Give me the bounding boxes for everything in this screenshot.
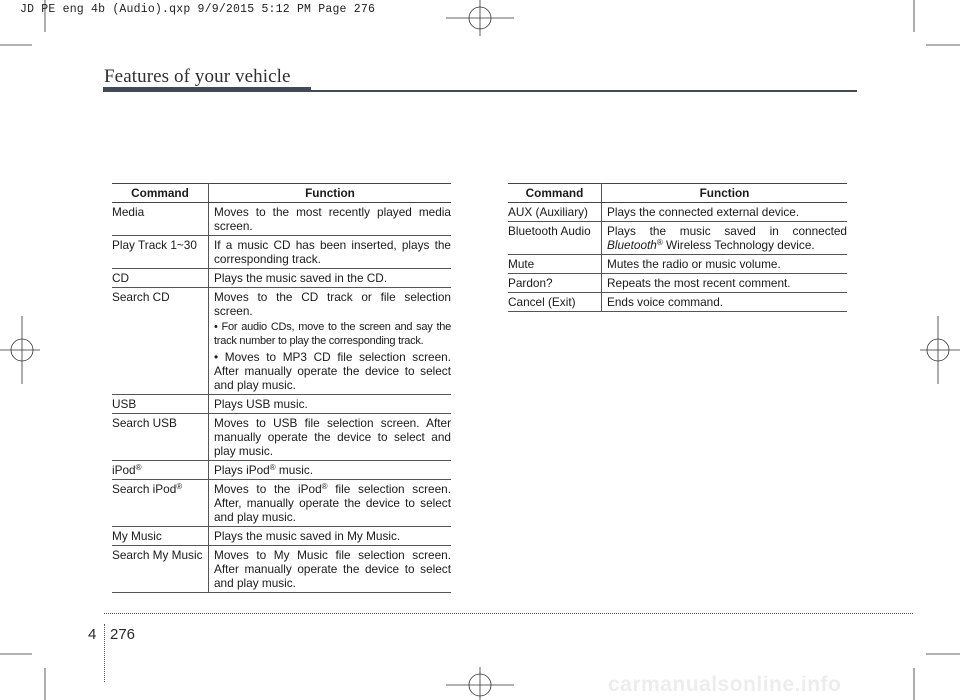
column-header-command: Command <box>112 184 209 203</box>
function-text: Moves to the iPod <box>214 482 322 496</box>
column-header-function: Function <box>209 184 452 203</box>
command-cell: Search My Music <box>112 546 209 593</box>
command-cell <box>112 480 209 527</box>
command-cell: Bluetooth Audio <box>508 222 602 255</box>
function-cell: Mutes the radio or music volume. <box>602 255 848 274</box>
command-cell: Media <box>112 203 209 236</box>
title-accent-bar <box>103 87 311 92</box>
table-row <box>508 203 847 222</box>
function-text: Plays the music saved in connected <box>607 224 847 238</box>
voice-command-table-right <box>508 183 847 312</box>
section-title: Features of your vehicle <box>104 66 291 87</box>
function-cell <box>209 480 452 527</box>
function-cell: Plays USB music. <box>209 395 452 414</box>
watermark: carmanualsonline.info <box>608 673 842 696</box>
function-cell <box>209 288 452 395</box>
table-row <box>112 527 451 546</box>
function-cell <box>209 461 452 480</box>
bullet-icon: • <box>214 321 222 333</box>
table-row <box>112 395 451 414</box>
function-cell: Repeats the most recent comment. <box>602 274 848 293</box>
function-text: Plays iPod <box>214 463 270 477</box>
command-cell: Pardon? <box>508 274 602 293</box>
function-cell: If a music CD has been inserted, plays the corresponding track. <box>209 236 452 269</box>
command-cell: USB <box>112 395 209 414</box>
footer-dotted-separator <box>104 624 105 682</box>
table-row <box>508 293 847 312</box>
command-cell: Search CD <box>112 288 209 395</box>
table-row <box>112 269 451 288</box>
voice-command-table-left <box>112 183 451 593</box>
table-row <box>112 461 451 480</box>
registered-mark: ® <box>321 482 328 491</box>
bullet-text: For audio CDs, move to the screen and say the track number to play the corresponding track. <box>214 321 451 347</box>
command-cell: AUX (Auxiliary) <box>508 203 602 222</box>
function-text: Moves to the CD track or file selection screen. <box>214 290 451 318</box>
function-cell: Moves to the most recently played media screen. <box>209 203 452 236</box>
title-rule <box>311 90 857 92</box>
bullet-text: Moves to MP3 CD file selection screen. After manually operate the device to select and play music. <box>214 350 451 392</box>
function-text: music. <box>275 463 314 477</box>
bullet-item <box>214 320 451 348</box>
command-text: Search iPod <box>112 482 177 496</box>
command-text: iPod <box>112 463 136 477</box>
function-text-italic: Bluetooth <box>607 238 657 252</box>
table-row <box>112 236 451 269</box>
column-header-command: Command <box>508 184 602 203</box>
function-cell: Plays the music saved in the CD. <box>209 269 452 288</box>
command-cell <box>112 461 209 480</box>
table-row <box>112 546 451 593</box>
footer-dotted-rule <box>104 613 913 614</box>
bullet-icon: • <box>214 350 225 364</box>
table-row <box>112 414 451 461</box>
registered-mark: ® <box>656 238 663 247</box>
function-text: Wireless Technology device. <box>662 238 815 252</box>
command-cell: Play Track 1~30 <box>112 236 209 269</box>
registration-mark-left <box>0 316 40 384</box>
command-cell: Cancel (Exit) <box>508 293 602 312</box>
function-cell: Plays the connected external device. <box>602 203 848 222</box>
table-header-row <box>508 184 847 203</box>
registered-mark: ® <box>269 463 276 472</box>
print-slug-header: JD PE eng 4b (Audio).qxp 9/9/2015 5:12 PM Page 276 <box>20 3 376 16</box>
registration-mark-right <box>920 316 960 384</box>
table-row <box>508 222 847 255</box>
command-cell: Mute <box>508 255 602 274</box>
table-row <box>508 255 847 274</box>
command-cell: CD <box>112 269 209 288</box>
table-row <box>112 288 451 395</box>
function-cell: Moves to My Music file selection screen. After manually operate the device to select and play music. <box>209 546 452 593</box>
page-number: 276 <box>110 626 136 643</box>
column-header-function: Function <box>602 184 848 203</box>
function-cell <box>602 222 848 255</box>
table-row <box>112 480 451 527</box>
table-header-row <box>112 184 451 203</box>
command-cell: My Music <box>112 527 209 546</box>
command-cell: Search USB <box>112 414 209 461</box>
function-cell: Plays the music saved in My Music. <box>209 527 452 546</box>
chapter-number: 4 <box>88 626 97 643</box>
function-text: file selection screen. After, manually operate the device to select and play music. <box>214 482 451 524</box>
registered-mark: ® <box>135 463 142 472</box>
registration-mark-top <box>446 0 514 36</box>
bullet-item <box>214 350 451 392</box>
registered-mark: ® <box>176 482 183 491</box>
table-row <box>508 274 847 293</box>
function-cell: Moves to USB file selection screen. After manually operate the device to select and play music. <box>209 414 452 461</box>
registration-mark-bottom <box>446 667 514 700</box>
table-row <box>112 203 451 236</box>
function-cell: Ends voice command. <box>602 293 848 312</box>
